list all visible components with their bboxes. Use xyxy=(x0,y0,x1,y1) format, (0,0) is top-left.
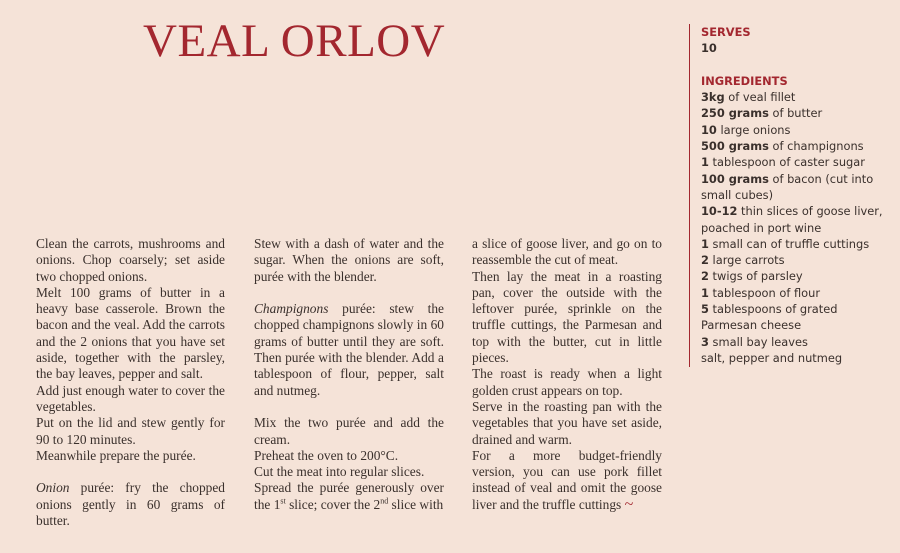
paragraph: Add just enough water to cover the vegetables. xyxy=(36,382,225,414)
paragraph: Melt 100 grams of butter in a heavy base casserole. Brown the bacon and the veal. Add the carrots and the 2 onions that you have set aside, together with the parsley, the bay leaves, pepper and salt. xyxy=(36,284,225,382)
ingredient-item xyxy=(701,334,897,350)
ingredient-text: tablespoon of caster sugar xyxy=(708,155,865,170)
superscript: st xyxy=(280,496,286,506)
ingredient-quantity: 10 xyxy=(701,122,717,137)
ingredient-quantity: 1 xyxy=(701,155,709,170)
ingredient-quantity: 10-12 xyxy=(701,204,738,219)
ingredient-text: of bacon (cut into small cubes) xyxy=(701,171,874,202)
paragraph: Stew with a dash of water and the sugar. When the onions are soft, purée with the blender. xyxy=(254,236,444,284)
paragraph-text: slice; cover the 2 xyxy=(285,496,381,512)
paragraph-text: slice with xyxy=(388,496,444,512)
instructions-column-2 xyxy=(254,236,444,513)
ingredient-item xyxy=(701,105,897,121)
ingredient-text: tablespoon of flour xyxy=(708,285,820,300)
ingredient-item xyxy=(701,203,897,236)
ingredient-quantity: 5 xyxy=(701,302,709,317)
paragraph: The roast is ready when a light golden crust appears on top. xyxy=(472,366,662,398)
paragraph: Then lay the meat in a roasting pan, cover the outside with the leftover purée, sprinkle on the truffle cuttings, the Parmesan and top with the butter, cut in little pieces. xyxy=(472,268,662,366)
ingredient-text: large onions xyxy=(716,122,791,137)
paragraph: Meanwhile prepare the purée. xyxy=(36,447,196,463)
ingredient-text: of champignons xyxy=(768,139,864,154)
instructions-column-3 xyxy=(472,236,662,513)
ingredient-item xyxy=(701,89,897,105)
ingredient-item xyxy=(701,252,897,268)
superscript: nd xyxy=(380,496,389,506)
ingredient-item xyxy=(701,122,897,138)
emphasis: Onion xyxy=(36,480,70,496)
ingredient-quantity: 500 grams xyxy=(701,139,769,154)
paragraph: a slice of goose liver, and go on to reassemble the cut of meat. xyxy=(472,236,662,268)
ingredient-quantity: 2 xyxy=(701,253,709,268)
ingredient-quantity: 1 xyxy=(701,285,709,300)
ingredient-text: tablespoons of grated Parmesan cheese xyxy=(701,302,838,333)
paragraph xyxy=(254,480,444,513)
ingredient-quantity: 2 xyxy=(701,269,709,284)
ingredient-text: of veal fillet xyxy=(724,90,796,105)
end-mark-icon: ~ xyxy=(624,495,634,513)
ingredient-item xyxy=(701,268,897,284)
ingredient-item xyxy=(701,301,897,334)
ingredient-text: salt, pepper and nutmeg xyxy=(701,350,843,365)
paragraph: Serve in the roasting pan with the vegetables that you have set aside, drained and warm. xyxy=(472,398,662,447)
paragraph xyxy=(472,448,662,513)
ingredient-item xyxy=(701,138,897,154)
paragraph-text: For a more budget-friendly version, you can use pork fillet instead of veal and omit the goose liver and the truffle cuttings xyxy=(472,447,662,512)
emphasis: Champignons xyxy=(254,301,329,317)
paragraph: Cut the meat into regular slices. xyxy=(254,464,425,480)
ingredient-text: large carrots xyxy=(708,253,785,268)
paragraph: Put on the lid and stew gently for 90 to 120 minutes. xyxy=(36,415,225,447)
paragraph: Clean the carrots, mushrooms and onions. Chop coarsely; set aside two chopped onions. xyxy=(36,236,225,284)
instructions-column-1 xyxy=(36,236,225,529)
ingredient-text: twigs of parsley xyxy=(708,269,803,284)
ingredient-quantity: 1 xyxy=(701,236,709,251)
paragraph: Preheat the oven to 200°C. xyxy=(254,447,399,463)
ingredient-text: of butter xyxy=(768,106,823,121)
ingredient-text: thin slices of goose liver, poached in port wine xyxy=(701,204,883,235)
serves-label: SERVES xyxy=(701,25,751,39)
recipe-sidebar xyxy=(689,24,897,367)
serves-value: 10 xyxy=(701,41,717,56)
paragraph-text: purée: fry the chopped onions gently in 60 grams of butter. xyxy=(36,480,225,529)
ingredient-text: small bay leaves xyxy=(708,334,808,349)
paragraph: Mix the two purée and add the cream. xyxy=(254,415,444,447)
paragraph-text: Spread the purée generously over the 1 xyxy=(254,480,444,512)
ingredient-quantity: 3 xyxy=(701,334,709,349)
ingredient-quantity: 100 grams xyxy=(701,171,769,186)
ingredient-item xyxy=(701,171,897,204)
paragraph xyxy=(254,301,444,399)
ingredients-label: INGREDIENTS xyxy=(701,73,788,88)
ingredients-list xyxy=(701,89,897,366)
ingredient-quantity: 250 grams xyxy=(701,106,769,121)
ingredient-quantity: 3kg xyxy=(701,90,725,105)
paragraph xyxy=(36,480,225,529)
ingredient-item xyxy=(701,285,897,301)
paragraph-text: purée: stew the chopped champignons slowly in 60 grams of butter until they are soft. Then purée with the blender. Add a tablespoon of flour, pepper, salt and nutmeg. xyxy=(254,301,444,398)
ingredient-item xyxy=(701,350,897,366)
ingredient-text: small can of truffle cuttings xyxy=(708,236,870,251)
ingredient-item xyxy=(701,236,897,252)
ingredient-item xyxy=(701,154,897,170)
recipe-title: VEAL ORLOV xyxy=(143,15,446,67)
